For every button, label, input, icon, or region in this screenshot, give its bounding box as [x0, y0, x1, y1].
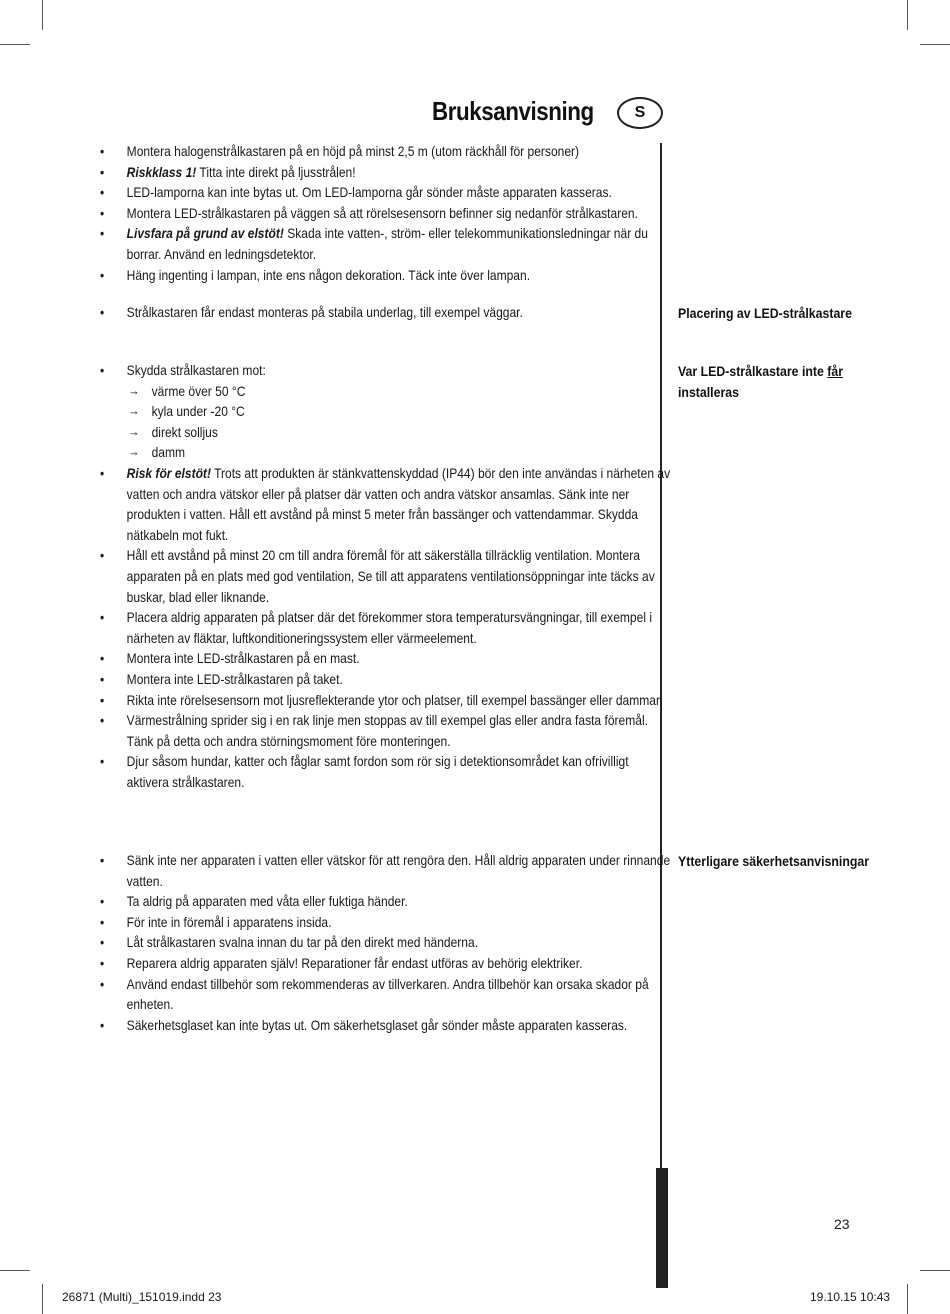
list-item — [100, 710, 670, 751]
sub-list-item — [100, 422, 695, 443]
list-item — [100, 850, 670, 891]
crop-mark — [42, 0, 43, 30]
list-item — [100, 669, 670, 690]
footer-file-info: 26871 (Multi)_151019.indd 23 — [62, 1290, 222, 1304]
list-item-text: Montera inte LED-strålkastaren på en mast. — [126, 650, 360, 667]
list-item-text: Placera aldrig apparaten på platser där det förekommer stora temperatursvängningar, till exempel i närheten av fläktar, luftkonditioneringssystem eller värmeelement. — [126, 609, 653, 646]
list-item — [100, 974, 670, 1015]
list-item-text: Skada inte vatten-, ström- eller telekommunikationsledningar när du borrar. Använd en ledningsdetektor. — [126, 225, 648, 262]
crop-mark — [907, 0, 908, 30]
crop-mark — [920, 1270, 950, 1271]
list-item — [100, 648, 670, 669]
list-item-text: Djur såsom hundar, katter och fåglar samt fordon som rör sig i detektionsområdet kan ofrivilligt aktivera strålkastaren. — [126, 753, 629, 790]
arrow-right-icon: → — [128, 423, 140, 439]
list-item — [100, 463, 670, 545]
list-item-text: Håll ett avstånd på minst 20 cm till andra föremål för att säkerställa tillräcklig ventilation. Montera apparaten på en plats med god ventilation, Se till att apparatens ventilationsöppningar inte täcks av buskar, blad eller liknande. — [126, 547, 655, 605]
list-item-text: Använd endast tillbehör som rekommenderas av tillverkaren. Andra tillbehör kan orsaka skador på enheten. — [126, 975, 649, 1013]
list-item-text: Säkerhetsglaset kan inte bytas ut. Om säkerhetsglaset går sönder måste apparaten kasseras. — [126, 1016, 628, 1033]
crop-mark — [920, 44, 950, 45]
list-item — [100, 751, 670, 792]
arrow-right-icon: → — [128, 403, 140, 419]
list-item-text: Titta inte direkt på ljusstrålen! — [196, 163, 356, 180]
list-item — [100, 607, 670, 648]
list-item-text: Rikta inte rörelsesensorn mot ljusreflekterande ytor och platser, till exempel bassänger eller dammar. — [126, 691, 663, 708]
column-divider-bar — [656, 1168, 668, 1288]
list-item-text: Ta aldrig på apparaten med våta eller fuktiga händer. — [126, 893, 408, 910]
list-item — [100, 932, 670, 953]
list-item: • Skydda strålkastaren mot: — [100, 360, 670, 381]
side-heading-placement: Placering av LED-strålkastare — [678, 305, 852, 321]
crop-mark — [0, 1270, 30, 1271]
sub-list-item — [100, 381, 695, 402]
list-item — [100, 1015, 670, 1036]
side-heading-part: installeras — [678, 384, 739, 400]
list-item-text: Reparera aldrig apparaten själv! Reparationer får endast utföras av behörig elektriker. — [126, 954, 583, 971]
sub-list-item-text: damm — [151, 444, 186, 461]
list-item-text: Montera inte LED-strålkastaren på taket. — [126, 670, 343, 687]
safety-list-not-install — [100, 360, 671, 792]
page-number: 23 — [834, 1216, 850, 1232]
safety-list-placement — [100, 302, 660, 323]
list-item — [100, 545, 670, 607]
warning-label: Riskklass 1! — [126, 163, 197, 180]
safety-list-general — [100, 141, 660, 285]
list-item-text: Strålkastaren får endast monteras på stabila underlag, till exempel väggar. — [126, 304, 523, 320]
crop-mark — [42, 1284, 43, 1314]
arrow-right-icon: → — [128, 382, 140, 398]
list-item-text: Sänk inte ner apparaten i vatten eller vätskor för att rengöra den. Håll aldrig apparaten under rinnande vatten. — [126, 852, 671, 889]
list-item-text: Trots att produkten är stänkvattenskyddad (IP44) bör den inte användas i närheten av vatten och andra vätskor eller på platser där vatten och andra vätskor ansamlas. Sänk inte ner produkten i vatten. Håll ett avstånd på minst 5 meter från bassänger och vattendammar. Skydda nätkabeln mot fukt. — [126, 464, 671, 543]
sub-list-item-text: direkt solljus — [151, 423, 218, 440]
side-heading-additional-safety: Ytterligare säkerhetsanvisningar — [678, 853, 870, 869]
side-heading-part: Var LED-strålkastare inte — [678, 363, 824, 379]
list-item — [100, 162, 670, 183]
crop-mark — [0, 44, 30, 45]
sub-list-item-text: värme över 50 °C — [151, 382, 246, 399]
list-item-text: För inte in föremål i apparatens insida. — [126, 913, 332, 930]
page-title: Bruksanvisning — [432, 96, 594, 126]
list-item — [100, 891, 670, 912]
sub-list-item-text: kyla under -20 °C — [151, 403, 245, 420]
sub-list-item — [100, 401, 695, 422]
list-item — [100, 302, 670, 323]
list-item-text: LED-lamporna kan inte bytas ut. Om LED-lamporna går sönder måste apparaten kasseras. — [126, 184, 612, 201]
list-item — [100, 203, 670, 224]
list-item-text: Montera LED-strålkastaren på väggen så att rörelsesensorn befinner sig nedanför strålkastaren. — [126, 204, 638, 221]
footer-date: 19.10.15 10:43 — [810, 1290, 891, 1304]
list-item-text: Låt strålkastaren svalna innan du tar på den direkt med händerna. — [126, 934, 479, 951]
safety-list-additional — [100, 850, 671, 1035]
language-badge: S — [617, 97, 663, 129]
list-item — [100, 690, 670, 711]
list-item — [100, 141, 670, 162]
arrow-right-icon: → — [128, 444, 140, 460]
list-item — [100, 182, 670, 203]
crop-mark — [907, 1284, 908, 1314]
list-item-text: Värmestrålning sprider sig i en rak linje men stoppas av till exempel glas eller andra fasta föremål. Tänk på detta och andra störningsmoment före monteringen. — [126, 712, 648, 749]
sub-list-item — [100, 442, 695, 463]
list-item — [100, 265, 670, 286]
warning-label: Livsfara på grund av elstöt! — [126, 225, 284, 242]
warning-label: Risk för elstöt! — [126, 464, 211, 481]
list-item — [100, 953, 670, 974]
side-heading-not-install — [678, 361, 889, 403]
list-item-text: Häng ingenting i lampan, inte ens någon dekoration. Täck inte över lampan. — [126, 266, 531, 283]
list-item-text: Montera halogenstrålkastaren på en höjd på minst 2,5 m (utom räckhåll för personer) — [126, 143, 580, 159]
side-heading-underlined: får — [827, 363, 844, 379]
list-item — [100, 912, 670, 933]
list-item — [100, 223, 670, 264]
